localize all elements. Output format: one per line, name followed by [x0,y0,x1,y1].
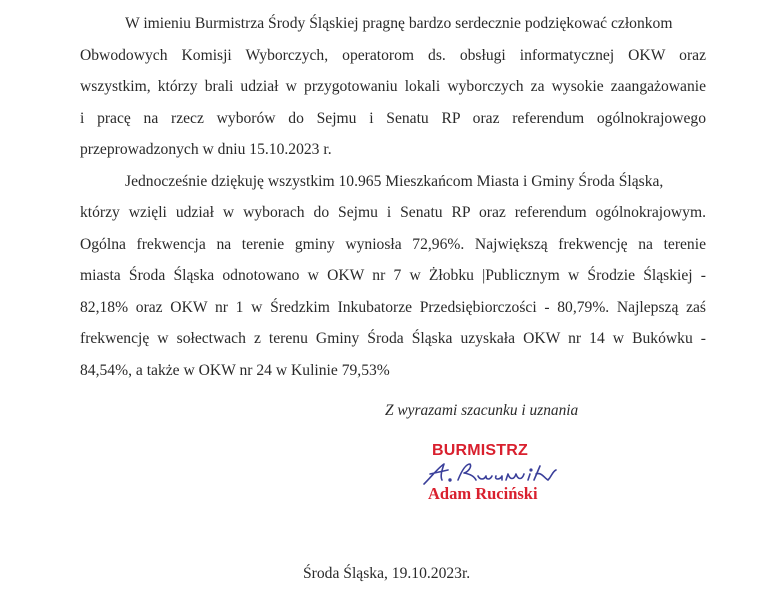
paragraph-2-line-4: miasta Środa Śląska odnotowano w OKW nr 7 w Żłobku |Publicznym w Środzie Śląskiej - [80,267,706,284]
paragraph-2-line-5: 82,18% oraz OKW nr 1 w Średzkim Inkubatorze Przedsiębiorczości - 80,79%. Najlepszą zaś [80,299,706,316]
stamp-name: Adam Ruciński [428,484,538,503]
paragraph-1-line-5: przeprowadzonych w dniu 15.10.2023 r. [80,141,332,158]
paragraph-2-line-2: którzy wzięli udział w wyborach do Sejmu i Senatu RP oraz referendum ogólnokrajowym. [80,204,706,221]
paragraph-1-line-1: W imieniu Burmistrza Środy Śląskiej pragnę bardzo serdecznie podziękować członkom [125,15,673,32]
paragraph-1-line-3: wszystkim, którzy brali udział w przygotowaniu lokali wyborczych za wysokie zaangażowanie [80,78,706,95]
paragraph-2-line-6: frekwencję w sołectwach z terenu Gminy Środa Śląska uzyskała OKW nr 14 w Bukówku - [80,330,706,347]
paragraph-1-line-2: Obwodowych Komisji Wyborczych, operatorom ds. obsługi informatycznej OKW oraz [80,47,706,64]
stamp-title: BURMISTRZ [432,442,529,459]
paragraph-2-line-7: 84,54%, a także w OKW nr 24 w Kulinie 79,53% [80,362,390,379]
place-and-date: Środa Śląska, 19.10.2023r. [303,565,471,582]
paragraph-2-line-3: Ogólna frekwencja na terenie gminy wyniosła 72,96%. Największą frekwencję na terenie [80,236,706,253]
paragraph-1-line-4: i pracę na rzecz wyborów do Sejmu i Senatu RP oraz referendum ogólnokrajowego [80,110,706,127]
closing-salutation: Z wyrazami szacunku i uznania [385,402,579,419]
paragraph-2-line-1: Jednocześnie dziękuję wszystkim 10.965 Mieszkańcom Miasta i Gminy Środa Śląska, [125,173,664,190]
